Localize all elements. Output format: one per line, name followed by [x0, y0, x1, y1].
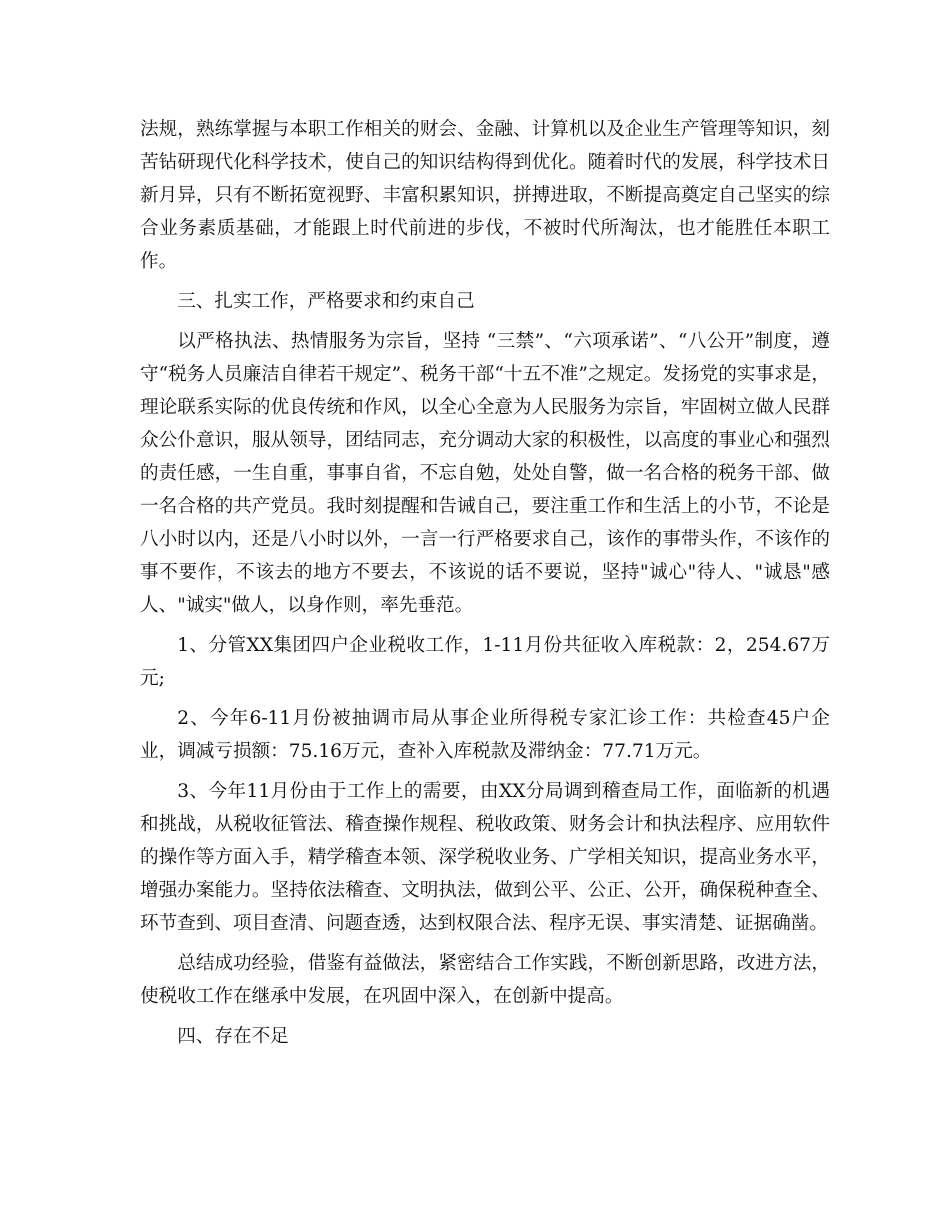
- paragraph-item-3: 3、今年11月份由于工作上的需要，由XX分局调到稽查局工作，面临新的机遇和挑战，从税收征管法、稽查操作规程、税收政策、财务会计和执法程序、应用软件的操作等方面入手，精学稽查本领、深学税收业务、广学相关知识，提高业务水平，增强办案能力。坚持依法稽查、文明执法，做到公平、公正、公开，确保税种查全、环节查到、项目查清、问题查透，达到权限合法、程序无误、事实清楚、证据确凿。: [140, 781, 830, 934]
- paragraph-item-1: 1、分管XX集团四户企业税收工作，1-11月份共征收入库税款：2，254.67万元;: [140, 635, 830, 689]
- paragraph-item-2: 2、今年6-11月份被抽调市局从事企业所得税专家汇诊工作：共检查45户企业，调减亏损额：75.16万元，查补入库税款及滞纳金：77.71万元。: [140, 708, 830, 762]
- paragraph-continuation: 法规，熟练掌握与本职工作相关的财会、金融、计算机以及企业生产管理等知识，刻苦钻研现代化科学技术，使自己的知识结构得到优化。随着时代的发展，科学技术日新月异，只有不断拓宽视野、丰富积累知识，拼搏进取，不断提高奠定自己坚实的综合业务素质基础，才能跟上时代前进的步伐，不被时代所淘汰，也才能胜任本职工作。: [140, 119, 830, 272]
- document-body: [140, 113, 830, 1060]
- section-heading-4: 四、存在不足: [177, 1026, 289, 1047]
- section-heading-3: 三、扎实工作，严格要求和约束自己: [177, 291, 475, 312]
- paragraph-summary: 总结成功经验，借鉴有益做法，紧密结合工作实践，不断创新思路，改进方法，使税收工作在继承中发展，在巩固中深入，在创新中提高。: [140, 953, 830, 1007]
- paragraph-conduct: 以严格执法、热情服务为宗旨，坚持 “三禁”、“六项承诺”、“八公开”制度，遵守“税务人员廉洁自律若干规定”、税务干部“十五不准”之规定。发扬党的实事求是，理论联系实际的优良传统和作风，以全心全意为人民服务为宗旨，牢固树立做人民群众公仆意识，服从领导，团结同志，充分调动大家的积极性，以高度的事业心和强烈的责任感，一生自重，事事自省，不忘自勉，处处自警，做一名合格的税务干部、做一名合格的共产党员。我时刻提醒和告诫自己，要注重工作和生活上的小节，不论是八小时以内，还是八小时以外，一言一行严格要求自己，该作的事带头作，不该作的事不要作，不该去的地方不要去，不该说的话不要说，坚持"诚心"待人、"诚恳"感人、"诚实"做人，以身作则，率先垂范。: [140, 331, 830, 616]
